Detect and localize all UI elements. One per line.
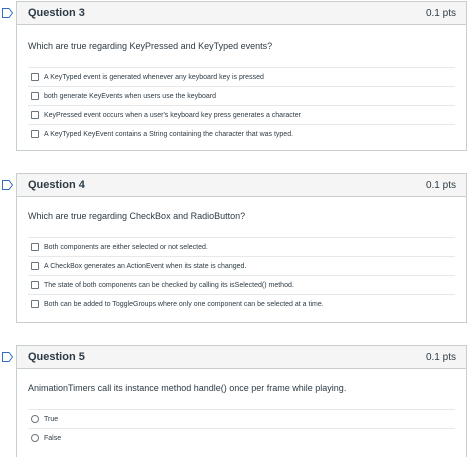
- flag-question-icon[interactable]: [2, 8, 13, 18]
- answer-checkbox[interactable]: [31, 243, 39, 251]
- question-3-card: [16, 1, 467, 151]
- question-header: [17, 174, 466, 197]
- question-4-card: [16, 173, 467, 323]
- answer-label: True: [44, 415, 59, 423]
- question-text: Which are true regarding KeyPressed and KeyTyped events?: [28, 41, 273, 51]
- answer-label: Both components are either selected or not selected.: [44, 243, 208, 251]
- question-points: 0.1 pts: [425, 7, 456, 19]
- answer-option[interactable]: [28, 294, 455, 313]
- answer-checkbox[interactable]: [31, 300, 39, 308]
- answer-list: [28, 409, 455, 447]
- answer-option[interactable]: [28, 67, 455, 86]
- answer-list: [28, 67, 455, 143]
- question-points: 0.1 pts: [425, 351, 456, 363]
- answer-option[interactable]: [28, 428, 455, 447]
- question-text: AnimationTimers call its instance method handle() once per frame while playing.: [28, 383, 347, 393]
- answer-label: The state of both components can be checked by calling its isSelected() method.: [44, 281, 294, 289]
- answer-option[interactable]: [28, 409, 455, 428]
- answer-checkbox[interactable]: [31, 92, 39, 100]
- question-title: Question 3: [28, 7, 85, 19]
- answer-label: A CheckBox generates an ActionEvent when its state is changed.: [44, 262, 247, 270]
- answer-option[interactable]: [28, 124, 455, 143]
- answer-radio[interactable]: [31, 434, 39, 442]
- answer-label: KeyPressed event occurs when a user's keyboard key press generates a character: [44, 111, 301, 119]
- answer-label: A KeyTyped KeyEvent contains a String containing the character that was typed.: [44, 130, 294, 138]
- question-points: 0.1 pts: [425, 179, 456, 191]
- answer-option[interactable]: [28, 275, 455, 294]
- answer-checkbox[interactable]: [31, 281, 39, 289]
- flag-question-icon[interactable]: [2, 180, 13, 190]
- question-header: [17, 2, 466, 25]
- answer-radio[interactable]: [31, 415, 39, 423]
- answer-label: both generate KeyEvents when users use the keyboard: [44, 92, 216, 100]
- answer-option[interactable]: [28, 256, 455, 275]
- answer-option[interactable]: [28, 105, 455, 124]
- answer-checkbox[interactable]: [31, 73, 39, 81]
- answer-label: A KeyTyped event is generated whenever any keyboard key is pressed: [44, 73, 264, 81]
- question-title: Question 4: [28, 179, 85, 191]
- question-title: Question 5: [28, 351, 85, 363]
- answer-checkbox[interactable]: [31, 111, 39, 119]
- question-5-card: [16, 345, 467, 457]
- answer-option[interactable]: [28, 237, 455, 256]
- answer-label: Both can be added to ToggleGroups where only one component can be selected at a time.: [44, 300, 324, 308]
- question-text: Which are true regarding CheckBox and RadioButton?: [28, 211, 246, 221]
- answer-option[interactable]: [28, 86, 455, 105]
- answer-checkbox[interactable]: [31, 262, 39, 270]
- answer-list: [28, 237, 455, 313]
- answer-label: False: [44, 434, 62, 442]
- answer-checkbox[interactable]: [31, 130, 39, 138]
- flag-question-icon[interactable]: [2, 352, 13, 362]
- question-header: [17, 346, 466, 369]
